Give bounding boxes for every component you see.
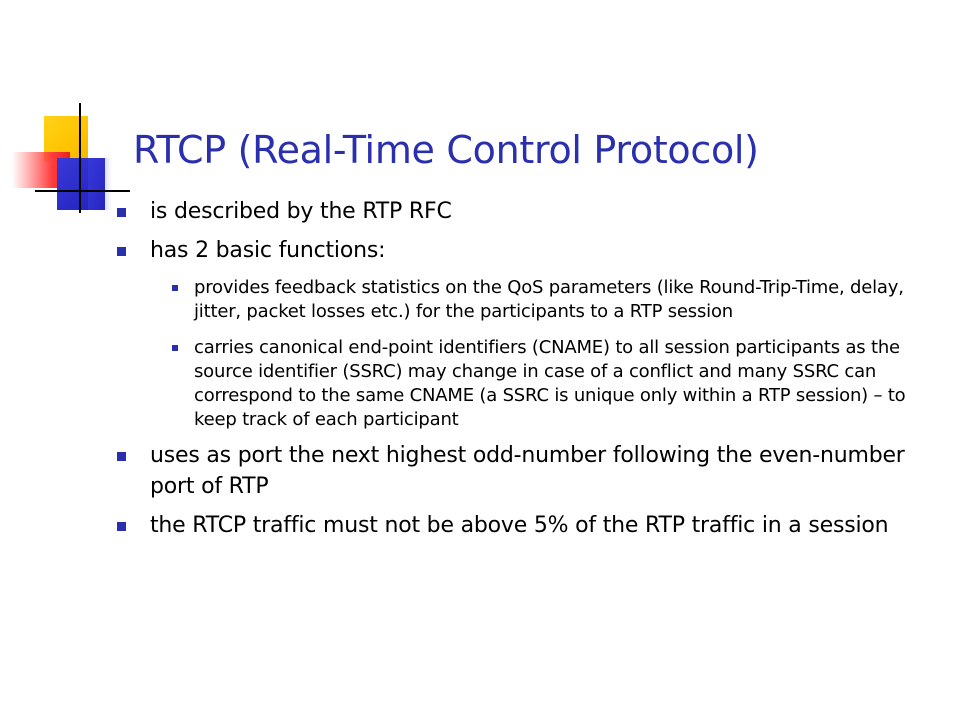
- bullet-item: [116, 196, 944, 227]
- bullet-item: [116, 440, 944, 502]
- slide-title: RTCP (Real-Time Control Protocol): [133, 128, 759, 172]
- bullet-text: uses as port the next highest odd-number following the even-number port of RTP: [150, 443, 905, 499]
- decorative-logo: [0, 0, 130, 230]
- bullet-item: [116, 235, 944, 432]
- sub-bullet-item: [150, 336, 944, 432]
- logo-blue-fade: [88, 158, 112, 210]
- logo-horizontal-line: [35, 190, 130, 192]
- sub-bullet-item: [150, 276, 944, 324]
- bullet-text: is described by the RTP RFC: [150, 199, 452, 224]
- bullet-list: [116, 196, 944, 541]
- square-bullet-icon: [172, 345, 178, 351]
- square-bullet-icon: [172, 285, 178, 291]
- bullet-text: the RTCP traffic must not be above 5% of the RTP traffic in a session: [150, 513, 889, 538]
- logo-vertical-line: [79, 103, 81, 213]
- square-bullet-icon: [117, 208, 126, 217]
- bullet-text: has 2 basic functions:: [150, 238, 386, 263]
- sub-bullet-text: carries canonical end-point identifiers (CNAME) to all session participants as the source identifier (SSRC) may change in case of a conflict and many SSRC can correspond to the same CNAME (a SSRC is unique only within a RTP session) – to keep track of each participant: [194, 337, 906, 430]
- square-bullet-icon: [117, 452, 126, 461]
- bullet-item: [116, 510, 944, 541]
- square-bullet-icon: [117, 247, 126, 256]
- sub-bullet-text: provides feedback statistics on the QoS parameters (like Round-Trip-Time, delay, jitter, packet losses etc.) for the participants to a RTP session: [194, 277, 904, 322]
- square-bullet-icon: [117, 522, 126, 531]
- sub-bullet-list: [150, 276, 944, 432]
- slide-content: [116, 196, 944, 541]
